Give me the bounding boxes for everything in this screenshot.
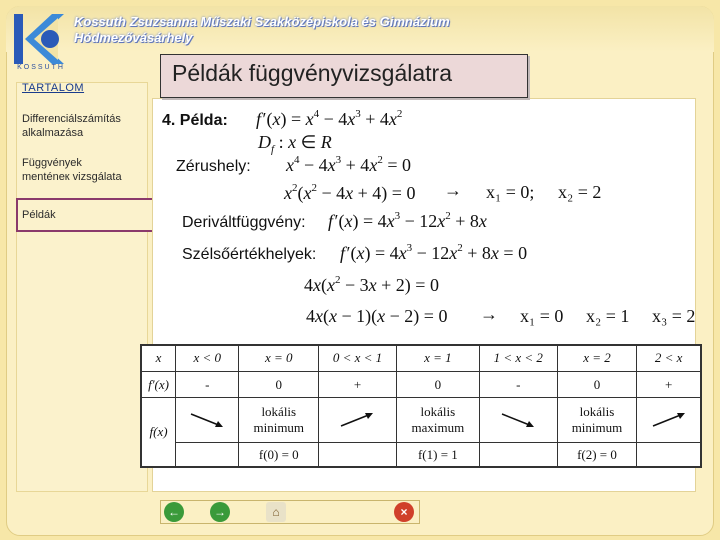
- table-row-label: f′(x): [141, 371, 176, 397]
- table-row: [141, 371, 701, 397]
- sidebar-item-examples[interactable]: [22, 208, 56, 222]
- sidebar: [16, 82, 148, 492]
- table-header-cell: x < 0: [176, 345, 239, 371]
- table-header-cell: x = 1: [396, 345, 479, 371]
- table-cell: [239, 398, 319, 443]
- table-cell: -: [479, 371, 557, 397]
- table-cell: [637, 398, 701, 443]
- zero-equation-2: $x^2(x^2 - 4x + 4) = 0$: [284, 182, 416, 203]
- table-cell: 0: [557, 371, 637, 397]
- table-row: [141, 345, 701, 371]
- table-cell: [637, 443, 701, 467]
- table-header-cell: 2 < x: [637, 345, 701, 371]
- extremum-type: lokális: [420, 404, 456, 420]
- extrema-equation-1: f $'(x) = 4x^3 - 12x^2 + 8x = 0$: [340, 242, 528, 263]
- table-cell: [176, 443, 239, 467]
- table-cell: +: [637, 371, 701, 397]
- table-cell: [557, 398, 637, 443]
- table-cell: [479, 443, 557, 467]
- arrow-icon: →: [444, 180, 462, 200]
- arrow-icon: →: [480, 304, 498, 324]
- table-cell: [396, 398, 479, 443]
- table-header-cell: x: [141, 345, 176, 371]
- extrema-x1: x₁ = 0: [520, 306, 564, 326]
- table-cell: +: [319, 371, 397, 397]
- table-header-cell: 0 < x < 1: [319, 345, 397, 371]
- derivative-formula: f $'(x) = 4x^3 - 12x^2 + 8x$: [328, 210, 487, 231]
- sidebar-item-label: menténeк vizsgálata: [22, 171, 122, 183]
- table-cell: [319, 443, 397, 467]
- zero-x1: x₁ = 0;: [486, 182, 535, 202]
- table-row: [141, 398, 701, 443]
- sign-table: [140, 344, 702, 468]
- derivative-label: Deriváltfüggvény:: [182, 214, 306, 231]
- sidebar-item-label: Példák: [22, 209, 56, 221]
- extrema-equation-3: 4x(x − 1)(x − 2) = 0: [306, 306, 448, 326]
- increasing-arrow-icon: [649, 410, 689, 430]
- extremum-type: lokális: [579, 404, 615, 420]
- table-row: [141, 443, 701, 467]
- increasing-arrow-icon: [337, 410, 377, 430]
- extrema-x2: x₂ = 1: [586, 306, 630, 326]
- extremum-type: lokális: [261, 404, 297, 420]
- sidebar-item-functions[interactable]: [22, 156, 122, 184]
- table-row-label: f(x): [141, 398, 176, 467]
- forward-arrow-icon[interactable]: →: [210, 502, 230, 522]
- table-header-cell: 1 < x < 2: [479, 345, 557, 371]
- close-icon[interactable]: ×: [394, 502, 414, 522]
- toc-link[interactable]: TARTALOM: [22, 82, 85, 94]
- extremum-kind: maximum: [411, 420, 465, 436]
- table-cell: f(1) = 1: [396, 443, 479, 467]
- zero-equation-1: $x^4 - 4x^3 + 4x^2 = 0$: [286, 154, 411, 175]
- home-icon[interactable]: ⌂: [266, 502, 286, 522]
- school-name: Kossuth Zsuzsanna Műszaki Szakközépiskola és Gimnázium: [74, 14, 450, 29]
- decreasing-arrow-icon: [498, 410, 538, 430]
- decreasing-arrow-icon: [187, 410, 227, 430]
- sidebar-item-label: Függvények: [22, 157, 82, 169]
- sidebar-item-label: alkalmazása: [22, 127, 84, 139]
- table-cell: [319, 398, 397, 443]
- table-cell: 0: [396, 371, 479, 397]
- table-cell: -: [176, 371, 239, 397]
- example-label: 4. Példa:: [162, 112, 228, 129]
- table-cell: f(2) = 0: [557, 443, 637, 467]
- extrema-label: Szélsőértékhelyek:: [182, 246, 317, 263]
- table-header-cell: x = 2: [557, 345, 637, 371]
- function-formula: f $'(x) = x^4 - 4x^3 + 4x^2$: [256, 108, 403, 129]
- domain-formula: $D_f$ : x ∈ R: [258, 132, 332, 156]
- zero-label: Zérushely:: [176, 158, 251, 175]
- page-title: Példák függvényvizsgálatra: [172, 60, 452, 86]
- extremum-kind: minimum: [253, 420, 305, 436]
- zero-x2: x₂ = 2: [558, 182, 602, 202]
- extrema-equation-2: $4x(x^2 - 3x + 2) = 0$: [304, 274, 439, 295]
- logo-caption: KOSSUTH: [17, 64, 65, 71]
- school-city: Hódmezővásárhely: [74, 30, 193, 45]
- table-cell: 0: [239, 371, 319, 397]
- extrema-x3: x₃ = 2: [652, 306, 696, 326]
- navigation-bar: [160, 500, 420, 524]
- table-cell: [176, 398, 239, 443]
- table-cell: [479, 398, 557, 443]
- table-cell: f(0) = 0: [239, 443, 319, 467]
- back-arrow-icon[interactable]: ←: [164, 502, 184, 522]
- sidebar-item-label: Differenciálszámítás: [22, 113, 121, 125]
- sidebar-item-differential[interactable]: [22, 112, 121, 140]
- table-header-cell: x = 0: [239, 345, 319, 371]
- extremum-kind: minimum: [571, 420, 623, 436]
